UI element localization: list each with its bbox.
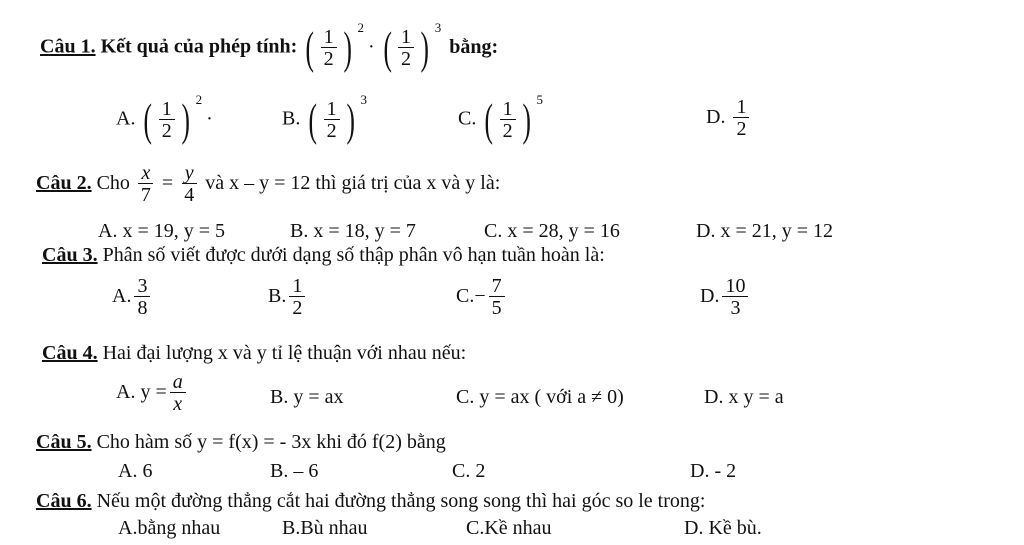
q5-option-c[interactable]: C. 2 xyxy=(452,460,486,482)
q6-option-a[interactable]: A.bằng nhau xyxy=(118,517,221,539)
q6-option-b[interactable]: B.Bù nhau xyxy=(282,517,368,539)
question-4-label: Câu 4. xyxy=(42,342,98,364)
question-2: Câu 2. Cho $\frac{x}{7}$ = $\frac{y}{4}$ và x – y = 12 thì giá trị của x và y là: xyxy=(36,162,501,206)
q1-power-half-a: ( $\frac{1}{2}$ ) 2 xyxy=(305,20,364,73)
q2-option-d[interactable]: D. x = 21, y = 12 xyxy=(696,220,834,242)
q5-option-b[interactable]: B. – 6 xyxy=(270,460,319,482)
question-2-label: Câu 2. xyxy=(36,172,92,195)
q4-option-b[interactable]: B. y = ax xyxy=(270,386,344,408)
question-4-text: Hai đại lượng x và y tỉ lệ thuận với nhau nếu: xyxy=(102,342,467,364)
q2-fraction-y: $\frac{y}{4}$ xyxy=(181,163,197,206)
q1-dot: · xyxy=(367,35,375,58)
q5-option-d[interactable]: D. - 2 xyxy=(690,460,737,482)
q1-tail: bằng: xyxy=(449,35,499,58)
q1-option-b[interactable]: B. ( $\frac{1}{2}$ ) 3 xyxy=(282,92,367,145)
q4-option-a[interactable]: A. y = $\frac{a}{x}$ xyxy=(116,372,189,415)
question-5 xyxy=(36,431,446,453)
q2-text-rest: và x – y = 12 thì giá trị của x và y là: xyxy=(205,172,501,195)
q3-option-d[interactable]: D. $\frac{10}{3}$ xyxy=(700,276,751,319)
question-6 xyxy=(36,490,705,512)
question-4 xyxy=(42,342,466,364)
q6-option-d[interactable]: D. Kề bù. xyxy=(684,517,762,539)
question-5-text: Cho hàm số y = f(x) = - 3x khi đó f(2) bằng xyxy=(96,431,446,453)
q2-fraction-x: $\frac{x}{7}$ xyxy=(138,163,154,206)
q1-option-d[interactable]: D. $\frac{1}{2}$ xyxy=(706,97,752,140)
question-3-label: Câu 3. xyxy=(42,244,98,266)
q6-option-c[interactable]: C.Kề nhau xyxy=(466,517,552,539)
q1-option-a[interactable]: A. ( $\frac{1}{2}$ ) 2 · xyxy=(116,92,213,145)
q1-power-half-b: ( $\frac{1}{2}$ ) 3 xyxy=(383,20,442,73)
q2-text-cho: Cho xyxy=(96,172,130,195)
question-3 xyxy=(42,244,605,266)
q3-option-a[interactable]: A. $\frac{3}{8}$ xyxy=(112,276,153,319)
q1-option-c[interactable]: C. ( $\frac{1}{2}$ ) 5 xyxy=(458,92,543,145)
q4-option-c[interactable]: C. y = ax ( với a ≠ 0) xyxy=(456,386,624,408)
q4-option-d[interactable]: D. x y = a xyxy=(704,386,784,408)
question-3-text: Phân số viết được dưới dạng số thập phân vô hạn tuần hoàn là: xyxy=(102,244,605,266)
question-1-text: Kết quả của phép tính: xyxy=(100,35,298,58)
question-6-label: Câu 6. xyxy=(36,490,92,512)
q3-option-b[interactable]: B. $\frac{1}{2}$ xyxy=(268,276,308,319)
question-6-text: Nếu một đường thẳng cắt hai đường thẳng song song thì hai góc so le trong: xyxy=(96,490,706,512)
question-1 xyxy=(40,20,499,73)
q3-option-c[interactable]: C.− $\frac{7}{5}$ xyxy=(456,276,508,319)
q2-option-b[interactable]: B. x = 18, y = 7 xyxy=(290,220,416,242)
q5-option-a[interactable]: A. 6 xyxy=(118,460,153,482)
q2-option-c[interactable]: C. x = 28, y = 16 xyxy=(484,220,620,242)
question-1-label: Câu 1. xyxy=(40,35,96,58)
q2-option-a[interactable]: A. x = 19, y = 5 xyxy=(98,220,226,242)
question-5-label: Câu 5. xyxy=(36,431,92,453)
